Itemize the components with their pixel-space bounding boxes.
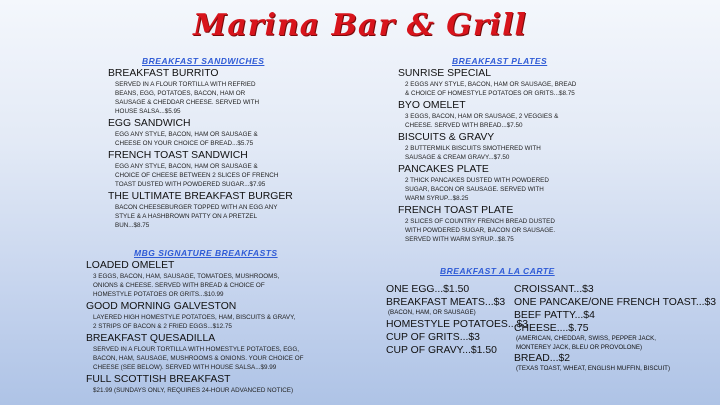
a-la-carte-right-list [514, 283, 716, 374]
menu-item-description: CHEESE. SERVED WITH BREAD...$7.50 [405, 122, 523, 129]
menu-item [398, 132, 628, 162]
section-heading: BREAKFAST SANDWICHES [142, 56, 265, 66]
menu-item [86, 333, 348, 372]
menu-item-description: SERVED IN A FLOUR TORTILLA WITH REFRIED [115, 81, 256, 88]
menu-item-description: BUN...$8.75 [115, 222, 150, 229]
section-heading: BREAKFAST A LA CARTE [440, 266, 555, 276]
menu-item-description: LAYERED HIGH HOMESTYLE POTATOES, HAM, BISCUITS & GRAVY, [93, 314, 296, 321]
menu-item [108, 150, 338, 189]
menu-item-name: GOOD MORNING GALVESTON [86, 301, 237, 312]
a-la-carte-item: CUP OF GRITS...$3 [386, 331, 480, 343]
menu-item [398, 164, 628, 203]
menu-item-description: 2 EGGS ANY STYLE, BACON, HAM OR SAUSAGE, BREAD [405, 81, 577, 88]
a-la-carte-item: BEEF PATTY...$4 [514, 310, 595, 321]
menu-item-description: SERVED IN A FLOUR TORTILLA WITH HOMESTYLE POTATOES, EGG, [93, 346, 299, 353]
menu-item-description: 3 EGGS, BACON, HAM, SAUSAGE, TOMATOES, MUSHROOMS, [93, 273, 280, 280]
menu-item [86, 260, 348, 299]
menu-item-description: CHOICE OF CHEESE BETWEEN 2 SLICES OF FRENCH [115, 172, 279, 179]
menu-item-description: WITH POWDERED SUGAR, BACON OR SAUSAGE. [405, 227, 556, 234]
menu-item-name: FRENCH TOAST SANDWICH [108, 150, 248, 161]
menu-item [86, 301, 348, 331]
menu-item-description: $21.99 (SUNDAYS ONLY, REQUIRES 24-HOUR ADVANCED NOTICE) [93, 387, 294, 394]
menu-item-description: STYLE & A HASHBROWN PATTY ON A PRETZEL [115, 213, 258, 220]
menu-item-description: EGG ANY STYLE, BACON, HAM OR SAUSAGE & [115, 131, 258, 138]
a-la-carte-item: CUP OF GRAVY...$1.50 [386, 344, 497, 356]
menu-item-description: HOUSE SALSA...$5.95 [115, 108, 181, 115]
a-la-carte-item-note: MONTEREY JACK, BLEU OR PROVOLONE) [516, 343, 643, 351]
menu-item [398, 68, 628, 98]
menu-item-description: WARM SYRUP...$8.25 [405, 195, 469, 202]
menu-item-description: BACON, HAM, SAUSAGE, MUSHROOMS & ONIONS. YOUR CHOICE OF [93, 355, 304, 362]
menu-item-name: LOADED OMELET [86, 260, 175, 271]
a-la-carte-item-note: (TEXAS TOAST, WHEAT, ENGLISH MUFFIN, BISCUIT) [516, 365, 671, 372]
menu-item-name: BISCUITS & GRAVY [398, 132, 495, 143]
menu-item-description: SAUSAGE & CREAM GRAVY...$7.50 [405, 154, 510, 161]
a-la-carte-item: ONE PANCAKE/ONE FRENCH TOAST...$3 [514, 297, 717, 308]
a-la-carte-item: ONE EGG...$1.50 [386, 284, 470, 295]
menu-item-description: CHEESE (SEE BELOW). SERVED WITH HOUSE SALSA...$9.99 [93, 364, 277, 371]
menu-item-name: FULL SCOTTISH BREAKFAST [86, 374, 231, 385]
breakfast-sandwiches-section [108, 56, 338, 230]
a-la-carte-item: BREAKFAST MEATS...$3 [386, 297, 506, 308]
menu-item-name: THE ULTIMATE BREAKFAST BURGER [108, 191, 293, 202]
menu-item-name: SUNRISE SPECIAL [398, 68, 491, 79]
menu-item [86, 374, 348, 395]
signature-breakfasts-section [86, 248, 348, 395]
a-la-carte-item-note: (AMERICAN, CHEDDAR, SWISS, PEPPER JACK, [516, 335, 656, 342]
a-la-carte-item-note: (BACON, HAM, OR SAUSAGE) [388, 309, 476, 316]
menu-item-list [108, 68, 338, 230]
menu-item [398, 205, 628, 244]
menu-item-name: FRENCH TOAST PLATE [398, 205, 514, 216]
menu-item-list [398, 68, 628, 244]
menu-item [108, 68, 338, 116]
menu-item-description: 2 SLICES OF COUNTRY FRENCH BREAD DUSTED [405, 218, 555, 225]
menu-item-description: 3 EGGS, BACON, HAM OR SAUSAGE, 2 VEGGIES & [405, 113, 559, 120]
menu-item-description: 2 THICK PANCAKES DUSTED WITH POWDERED [405, 177, 549, 184]
menu-item-description: SERVED WITH WARM SYRUP...$8.75 [405, 236, 514, 243]
menu-item-description: 2 STRIPS OF BACON & 2 FRIED EGGS...$12.75 [93, 323, 232, 330]
menu-item-description: BACON CHEESEBURGER TOPPED WITH AN EGG ANY [115, 204, 278, 211]
section-heading: MBG SIGNATURE BREAKFASTS [134, 248, 278, 258]
a-la-carte-item: HOMESTYLE POTATOES...$3 [386, 318, 529, 330]
menu-item-description: TOAST DUSTED WITH POWDERED SUGAR...$7.95 [115, 181, 266, 188]
menu-item-list [86, 260, 348, 395]
menu-item [398, 100, 628, 130]
menu-item-description: SAUSAGE & CHEDDAR CHEESE. SERVED WITH [115, 99, 260, 106]
restaurant-title: Marina Bar & Grill [193, 8, 527, 43]
menu-item-description: 2 BUTTERMILK BISCUITS SMOTHERED WITH [405, 145, 541, 152]
menu-item-description: BEANS, EGG, POTATOES, BACON, HAM OR [115, 90, 246, 97]
menu-item-description: & CHOICE OF HOMESTYLE POTATOES OR GRITS...$8.75 [405, 90, 575, 97]
menu-item-description: CHEESE ON YOUR CHOICE OF BREAD...$5.75 [115, 140, 254, 147]
breakfast-plates-section [398, 56, 628, 244]
a-la-carte-section [440, 266, 555, 276]
menu-item-description: SUGAR, BACON OR SAUSAGE. SERVED WITH [405, 186, 544, 193]
a-la-carte-item: CROISSANT...$3 [514, 284, 594, 295]
a-la-carte-item: BREAD...$2 [514, 353, 571, 364]
menu-item-name: BYO OMELET [398, 100, 466, 111]
menu-item-name: BREAKFAST QUESADILLA [86, 333, 216, 344]
menu-item [108, 118, 338, 148]
menu-item [108, 191, 338, 230]
menu-item-description: EGG ANY STYLE, BACON, HAM OR SAUSAGE & [115, 163, 258, 170]
section-heading: BREAKFAST PLATES [452, 56, 548, 66]
menu-item-name: EGG SANDWICH [108, 118, 191, 129]
menu-item-name: PANCAKES PLATE [398, 164, 489, 175]
menu-item-description: HOMESTYLE POTATOES OR GRITS...$10.99 [93, 291, 224, 298]
a-la-carte-item: CHEESE....$.75 [514, 323, 589, 334]
menu-item-description: ONIONS & CHEESE. SERVED WITH BREAD & CHOICE OF [93, 282, 265, 289]
a-la-carte-left-list [386, 283, 528, 357]
menu-item-name: BREAKFAST BURRITO [108, 68, 219, 79]
